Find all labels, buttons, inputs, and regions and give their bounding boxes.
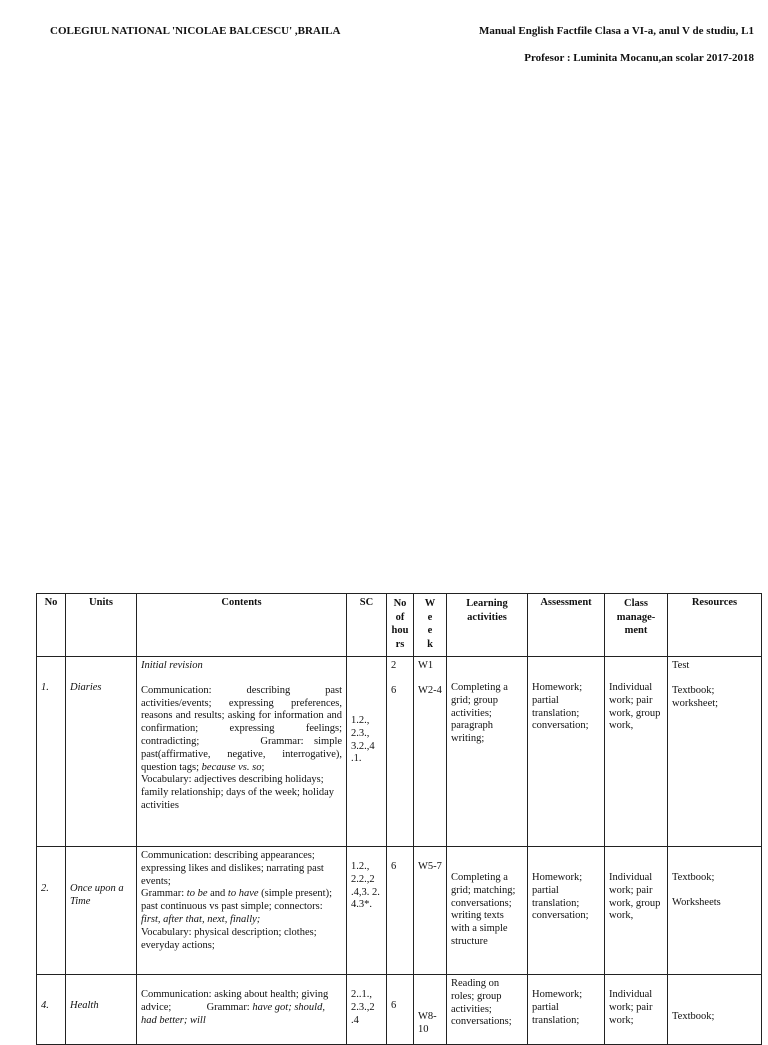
cell-no — [37, 975, 66, 1045]
col-header-class-part: ment — [624, 625, 648, 637]
col-header-hours-part: hou — [391, 625, 409, 637]
learning-value: Completing a grid; group activities; paragraph writing; — [451, 682, 508, 745]
communication-text: Communication: describing past activities/events; expressing preferences, reasons and results; asking for information and confirmation; expressing feelings; contradicting; — [141, 684, 342, 747]
unit-name: Once upon a Time — [70, 883, 124, 907]
sc-value: 2..1., 2.3.,2 .4 — [351, 989, 375, 1026]
cell-no — [37, 657, 66, 847]
sc-value: 1.2., 2.2.,2 .4,3. 2. 4.3*. — [351, 861, 380, 911]
class-value: Individual work; pair work, group work, — [609, 682, 661, 732]
cell-no — [37, 847, 66, 975]
assessment-value: Homework; partial translation; — [532, 989, 583, 1026]
col-header-hours-part: No — [393, 598, 407, 609]
col-header-hours-part: rs — [395, 638, 405, 650]
col-header-no: No — [37, 594, 66, 657]
grammar-label: Grammar: — [206, 1001, 250, 1013]
resources-value-2: Worksheets — [672, 896, 721, 908]
grammar-label: Grammar: — [141, 888, 185, 900]
row-number: 1. — [41, 682, 49, 693]
grammar-text: simple past(affirmative, negative, interrogative), question tags; — [141, 735, 343, 773]
week-value: W8-10 — [418, 1011, 437, 1035]
cell-resources — [668, 847, 762, 975]
cell-contents — [137, 975, 347, 1045]
communication-text: Communication: asking about health; giving advice; — [141, 989, 329, 1013]
col-header-week-part: W — [424, 598, 436, 609]
cell-week — [414, 975, 447, 1045]
cell-class — [605, 975, 668, 1045]
col-header-class — [605, 594, 668, 657]
cell-contents — [137, 847, 347, 975]
cell-assessment — [528, 847, 605, 975]
col-header-week — [414, 594, 447, 657]
col-header-units: Units — [66, 594, 137, 657]
cell-assessment — [528, 975, 605, 1045]
row-number: 4. — [41, 1000, 49, 1011]
assessment-value: Homework; partial translation; conversation; — [532, 872, 589, 922]
teacher-line: Profesor : Luminita Mocanu,an scolar 2017-2018 — [524, 52, 754, 64]
contents-grammar — [141, 888, 342, 926]
contents-vocabulary: Vocabulary: physical description; clothes; everyday actions; — [141, 926, 317, 951]
unit-name: Health — [70, 1000, 99, 1011]
col-header-week-part: e — [427, 625, 433, 637]
grammar-text: have got; should, had better; will — [141, 1001, 325, 1026]
col-header-learning-part: Learning — [466, 598, 508, 609]
cell-unit — [66, 975, 137, 1045]
initial-revision-label: Initial revision — [141, 660, 203, 671]
cell-hours — [387, 975, 414, 1045]
col-header-resources: Resources — [668, 594, 762, 657]
contents-communication — [141, 989, 342, 1027]
unit-name: Diaries — [70, 682, 102, 693]
contents-communication: Communication: describing appearances; expressing likes and dislikes; narrating past events; — [141, 850, 324, 887]
grammar-italic: because vs. so — [201, 761, 262, 773]
grammar-connectors: first, after that, next, finally; — [141, 913, 261, 925]
cell-sc — [347, 847, 387, 975]
table-row — [37, 975, 762, 1045]
cell-sc — [347, 975, 387, 1045]
col-header-learning-part: activities — [467, 611, 507, 623]
resources-value: Textbook; — [672, 1011, 715, 1022]
class-value: Individual work; pair work, group work, — [609, 872, 661, 922]
learning-value: Completing a grid; matching; conversations; writing texts with a simple structure — [451, 872, 516, 947]
cell-learning — [447, 975, 528, 1045]
grammar-tohave: to have — [227, 888, 259, 900]
contents-vocabulary: Vocabulary: adjectives describing holidays; family relationship; days of the week; holiday activities — [141, 774, 335, 811]
col-header-week-part: e — [427, 611, 433, 623]
table-header-row — [37, 594, 762, 657]
school-name: COLEGIUL NATIONAL 'NICOLAE BALCESCU' ,BRAILA — [50, 25, 341, 37]
cell-week — [414, 657, 447, 847]
grammar-label: Grammar: — [260, 735, 304, 747]
cell-week — [414, 847, 447, 975]
cell-sc — [347, 657, 387, 847]
grammar-end: ; — [261, 761, 265, 773]
week-value: W5-7 — [418, 861, 442, 872]
revision-week: W1 — [418, 660, 434, 671]
cell-class — [605, 657, 668, 847]
cell-contents — [137, 657, 347, 847]
week-value: W2-4 — [418, 684, 442, 696]
assessment-value: Homework; partial translation; conversation; — [532, 682, 589, 732]
learning-value: Reading on roles; group activities; conversations; — [451, 978, 512, 1028]
sc-value: 1.2., 2.3., 3.2.,4 .1. — [351, 715, 375, 765]
col-header-hours — [387, 594, 414, 657]
row-number: 2. — [41, 883, 49, 894]
grammar-text: (simple present); past continuous vs past simple; connectors: — [141, 888, 333, 913]
grammar-and: and — [210, 888, 226, 900]
col-header-sc: SC — [347, 594, 387, 657]
col-header-class-part: manage- — [616, 611, 656, 623]
revision-resource: Test — [672, 660, 690, 671]
cell-hours — [387, 847, 414, 975]
cell-class — [605, 847, 668, 975]
col-header-week-part: k — [427, 638, 433, 650]
cell-unit — [66, 847, 137, 975]
contents-communication — [141, 685, 342, 775]
table-row — [37, 657, 762, 847]
resources-value: Textbook; — [672, 872, 715, 883]
resources-value: Textbook; worksheet; — [672, 684, 719, 709]
class-value: Individual work; pair work; — [609, 989, 653, 1026]
revision-hours: 2 — [391, 660, 397, 671]
col-header-assessment: Assessment — [528, 594, 605, 657]
cell-learning — [447, 657, 528, 847]
col-header-learning — [447, 594, 528, 657]
cell-unit — [66, 657, 137, 847]
cell-learning — [447, 847, 528, 975]
grammar-tobe: to be — [186, 888, 208, 900]
manual-title: Manual English Factfile Clasa a VI-a, anul V de studiu, L1 — [478, 25, 754, 37]
lesson-plan-table — [36, 593, 762, 1045]
hours-value: 6 — [391, 684, 397, 696]
table-row — [37, 847, 762, 975]
col-header-class-part: Class — [624, 598, 648, 609]
cell-assessment — [528, 657, 605, 847]
hours-value: 6 — [391, 861, 397, 872]
cell-resources — [668, 657, 762, 847]
cell-hours — [387, 657, 414, 847]
col-header-contents: Contents — [137, 594, 347, 657]
col-header-hours-part: of — [395, 611, 405, 623]
hours-value: 6 — [391, 1000, 397, 1011]
cell-resources — [668, 975, 762, 1045]
